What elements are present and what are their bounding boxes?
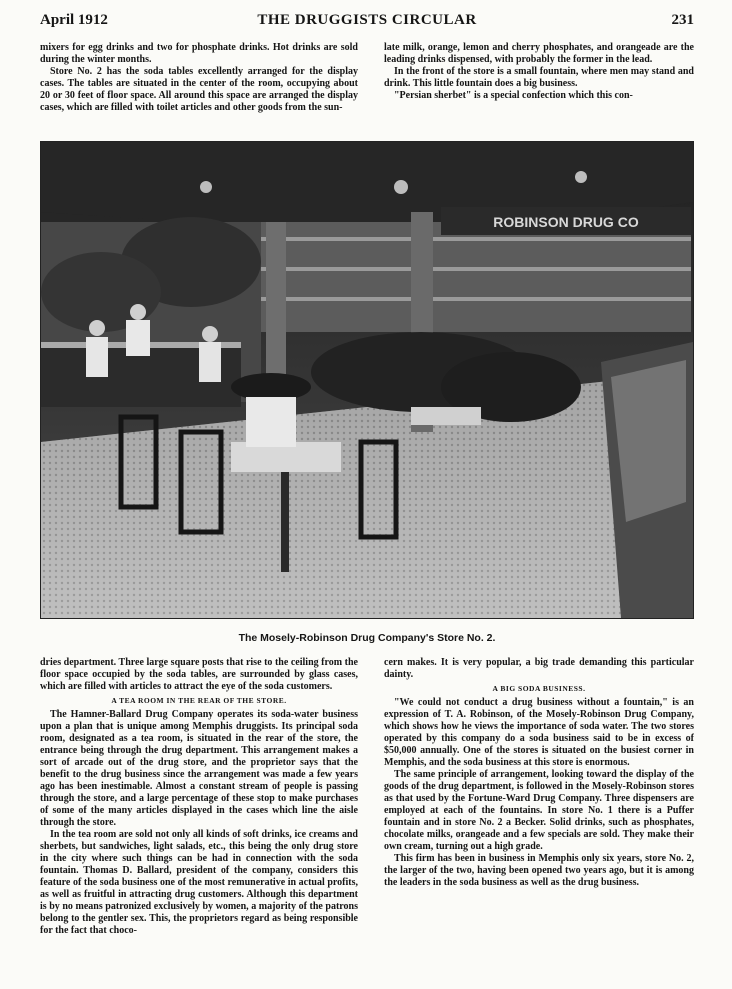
issue-date: April 1912 — [40, 12, 108, 28]
bottom-left-column — [40, 657, 358, 977]
bottom-right-column — [384, 657, 694, 927]
section-subhead: A BIG SODA BUSINESS. — [492, 684, 586, 693]
paragraph: "We could not conduct a drug business without a fountain," is an expression of T. A. Robinson, of the Mosely-Robinson Drug Company, which shows how he views the importance of soda water. The two stores operated by this company do a soda business said to be in excess of $50,000 annually. One of the stores is situated on the busiest corner in Memphis, and the soda business at this store is enormous. — [384, 697, 694, 768]
store-interior-photograph — [40, 141, 694, 619]
photo-caption: The Mosely-Robinson Drug Company's Store No. 2. — [238, 632, 496, 644]
running-header — [40, 10, 694, 34]
paragraph: The same principle of arrangement, looking toward the display of the goods of the drug department, is followed in the Mosely-Robinson stores as that used by the Fortune-Ward Drug Company. Three dispensers are employed at each of the fountains. In store No. 1 there is a Puffer fountain and in store No. 2 a Becker. Solid drinks, such as phosphates, chocolate milks, orangeade and a few specials are sold. They make their own cream, turning out a high grade. — [384, 769, 694, 852]
journal-title: THE DRUGGISTS CIRCULAR — [257, 12, 477, 28]
paragraph: In the tea room are sold not only all kinds of soft drinks, ice creams and sherbets, but sandwiches, light salads, etc., this being the only drug store in the city where such things can be had in connection with the soda fountain. Thomas D. Ballard, president of the company, considers this feature of the soda business one of the most remunerative in actual profits, as well as fruitful in attracting drug customers. Although this department is by no means patronized exclusively by women, a majority of the patrons belong to the gentler sex. This, the proprietors regard as being responsible for the fact that choco- — [40, 829, 358, 936]
paragraph: cern makes. It is very popular, a big trade demanding this particular dainty. — [384, 657, 694, 680]
section-subhead: A TEA ROOM IN THE REAR OF THE STORE. — [111, 696, 287, 705]
photo-illustration — [41, 142, 693, 618]
paragraph: mixers for egg drinks and two for phosphate drinks. Hot drinks are sold during the winter months. — [40, 42, 358, 65]
paragraph: "Persian sherbet" is a special confection which this con- — [394, 90, 633, 101]
store-sign-text: ROBINSON DRUG CO — [493, 214, 639, 230]
paragraph: The Hamner-Ballard Drug Company operates its soda-water business upon a plan that is unique among Memphis druggists. Its principal soda room, designated as a tea room, is situated in the rear of the store, the entrance being through the drug department. This arrangement makes a sort of arcade out of the drug store, and the proprietor says that the benefit to the drug business since the arrangement was made a few years ago has been inestimable. Almost a constant stream of people is passing through the store, and a large percentage of these stop to make purchases of some of the many articles displayed in the cases which line the aisle through the store. — [40, 709, 358, 828]
paragraph: Store No. 2 has the soda tables excellently arranged for the display cases. The tables are situated in the center of the room, occupying about 20 or 30 feet of floor space. All around this space are arranged the display cases, which are filled with toilet articles and other goods from the sun- — [40, 66, 358, 113]
top-right-column — [384, 42, 694, 122]
paragraph: dries department. Three large square posts that rise to the ceiling from the floor space occupied by the soda tables, are surrounded by glass cases, which are filled with articles to attract the eye of the soda customers. — [40, 657, 358, 692]
paragraph: In the front of the store is a small fountain, where men may stand and drink. This little fountain does a big business. — [384, 66, 694, 89]
paragraph: late milk, orange, lemon and cherry phosphates, and orangeade are the leading drinks dispensed, with probably the former in the lead. — [384, 42, 694, 65]
top-left-column — [40, 42, 358, 122]
page-number: 231 — [671, 12, 694, 28]
paragraph: This firm has been in business in Memphis only six years, store No. 2, the larger of the two, having been opened two years ago, but it is among the leaders in the soda business as well as the drug business. — [384, 853, 694, 888]
